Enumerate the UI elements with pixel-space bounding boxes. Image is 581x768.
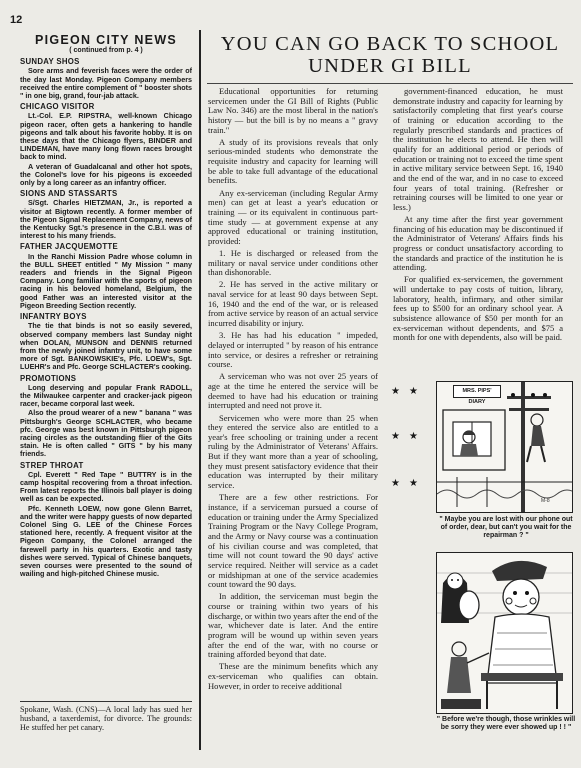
news-section-heading: FATHER JACQUEMOTTE [20,242,118,252]
news-section [20,190,192,240]
news-paragraph: Cpl. Everett " Red Tape " BUTTRY is in the camp hospital recovering from a throat infection. From latest reports the Illinois ball player is doing well as can be expected. [20,469,192,504]
star-icon: ★ [409,478,418,489]
article-paragraph: 1. He is discharged or released from the military or naval service under conditions other than dishonorable. [208,248,378,278]
star-icon: ★ [391,386,400,397]
cartoon-illustration-1 [436,381,573,513]
headline-line-2: UNDER GI BILL [308,55,472,77]
cartoon-caption-1: " Maybe you are lost with our phone out of order, dear, but can't you wait for the repairman ? " [439,516,573,539]
cartoon-illustration-2 [436,552,573,714]
news-paragraph: Sore arms and feverish faces were the order of the day last Monday. Pigeon Company members received the entire complement of " booster shots " in one big, grand, four-jab attack. [20,66,192,101]
news-paragraph: Long deserving and popular Frank RADOLL, the Milwaukee carpenter and cracker-jack pigeon racer, became corporal last week. [20,382,192,409]
article-paragraph: Servicemen who were more than 25 when they entered the service also are entitled to a year's free schooling or training under a recent ruling by the Administrator of Veterans' Affairs. But if they want more than a year of schooling, they must present satisfactory evidence that their education was interrupted by their military service. [208,412,378,491]
news-section-heading: STREP THROAT [20,460,84,470]
news-section-heading: SUNDAY SHOS [20,57,80,67]
news-section [20,103,192,187]
diary-sign: MRS. PIPS' DIARY [453,385,501,398]
news-paragraph: In the Ranchi Mission Padre whose column in the BULL SHEET entitled " My Mission " many readers and friends in the Signal Pigeon Company. Long familiar with the sports of pigeon racing in his beloved homeland, Belgium, the good Father was an interested visitor at the Pigeon Breeding Section recently. [20,251,192,310]
article-paragraph: A serviceman who was not over 25 years of age at the time he entered the service will be deemed to have had his education or training interrupted and need not prove it. [208,371,378,411]
article-column-1 [208,87,378,753]
news-section [20,462,192,579]
news-paragraph: S/Sgt. Charles HIETZMAN, Jr., is reported a visitor at Bigtown recently. A former member of the Pigeon Signal Replacement Company, news of the Kentucky Sgt.'s presence in the C.B.I. was of interest to his many friends. [20,198,192,241]
star-icon: ★ [391,478,400,489]
spokane-news-item: Spokane, Wash. (CNS)—A local lady has sued her husband, a taxerdemist, for divorce. The grounds: He stuffed her pet canary. [20,701,192,733]
headline-rule [207,83,573,84]
news-section-heading: INFANTRY BOYS [20,312,87,322]
continued-note: ( continued from p. 4 ) [69,47,143,54]
article-paragraph: Any ex-serviceman (including Regular Army men) can get at least a year's education or training — or its equivalent in continuous part-time study — at government expense at any approved educational or training institution, provided: [208,187,378,246]
article-paragraph: At any time after the first year government financing of his education may be discontinued if the Administrator of Veterans' Affairs finds his progress or conduct unsatisfactory according to the standards and practice of the institution he is attending. [393,214,563,273]
star-icon: ★ [409,386,418,397]
column-title: PIGEON CITY NEWS [34,33,178,47]
article-paragraph: These are the minimum benefits which any ex-serviceman who qualifies can obtain. However, in order to receive additional [208,661,378,691]
news-section-heading: SIONS AND STASSARTS [20,189,118,199]
news-section [20,313,192,371]
article-paragraph: In addition, the serviceman must begin the course or training within two years of his discharge, or within two years after the end of the war, whichever date is later. And the entire program will be wound up within seven years after the end of the war, with no course or training afforded beyond that date. [208,591,378,660]
news-paragraph: Pfc. Kenneth LOEW, now gone Glenn Barret, and the writer were happy guests of now departed Colonel Sing G. LEE of the Chinese Forces stationed here, recently. A frequent visitor at the Pigeon Company, the Colonel arranged the farewell party in his quarters. Exotic and tasty dishes were served. Typical of Chinese banquets, seven courses were presented to the sound of wailing and high-pitched Chinese music. [20,503,192,579]
news-paragraph: Lt.-Col. E.P. RIPSTRA, well-known Chicago pigeon racer, often gets a hankering to handle pigeons and talk about his favorite hobby. It is on these days that the Chicago flyers, BINDER and LINDEMAN, have many long flown races brought back to mind. [20,111,192,162]
news-paragraph: The tie that binds is not so easily severed, observed company members last Sunday night when DOLAN, MUNSON and DENNIS returned from the newly joined infantry unit, to have some more of Sgt. BANKOWSKIE's, Pfc. LOEW's, Sgt. LUEHR's and Pfc. George SCHLACTER's cooking. [20,321,192,372]
star-icon: ★ [391,431,400,442]
cartoon-drawing-1 [437,382,572,512]
page-number: 12 [10,14,23,26]
article-paragraph: 3. He has had his education " impeded, delayed or interrupted " by reason of his entrance into service, or desires a refresher or retraining course. [208,330,378,370]
news-section [20,375,192,459]
news-section [20,58,192,100]
article-paragraph: 2. He has served in the active military or naval service for at least 90 days between Sept. 16, 1940 and the end of the war, or is released from active service by reason of an actual service incurred disability or injury. [208,279,378,329]
headline-line-1: YOU CAN GO BACK TO SCHOOL [220,33,560,55]
news-sections [20,58,192,578]
news-paragraph: A veteran of Guadalcanal and other hot spots, the Colonel's love for his pigeons is exceeded only by a long career as an infantry officer. [20,161,192,188]
cartoon-caption-2: " Before we're though, those wrinkles will be sorry they were ever showed up ! ! " [436,716,576,731]
news-section [20,243,192,310]
pigeon-city-news-column [20,30,192,720]
article-paragraph: government-financed education, he must demonstrate industry and capacity for learning by satisfactorily completing that first year's course of training or education according to the regularly prescribed standards and practices of the institution he elects to attend. He then will qualify for an additional period or periods of education or training not to exceed the time spent in active military service between Sept. 16, 1940 and the end of the war, and in no case to exceed four years of total training. (Refresher or retraining courses will be limited to one year or less.) [393,87,563,212]
article-paragraph: Educational opportunities for returning servicemen under the GI Bill of Rights (Public Law No. 346) are the most liberal in the nation's history — but the bill is by no means a " gravy train." [208,87,378,135]
article-column-2 [393,87,563,367]
news-section-heading: PROMOTIONS [20,373,77,383]
cartoon-drawing-2 [437,553,572,713]
article-paragraph: For qualified ex-servicemen, the government will undertake to pay costs of tuition, library, laboratory, health, infirmary, and other similar fees up to $500 for an ordinary school year. A subsistence allowance of $50 per month for an ex-serviceman without dependents, and $75 a month for one with dependents, also will be paid. [393,274,563,343]
svg-text:M-8: M-8 [541,498,550,504]
article-paragraph: A study of its provisions reveals that only serious-minded students who demonstrate the requisite industry and capacity for learning will be able to take full advantage of the educational benefits. [208,136,378,186]
column-divider [199,30,201,750]
star-icon: ★ [409,431,418,442]
article-paragraph: There are a few other restrictions. For instance, if a serviceman pursued a course of education or training under the Army Specialized Training Program or the Navy College Program, and the Army or Navy course was a continuation of his civilian course and was completed, that time will not count toward the 90 days' active service required. Neither will service as a cadet or midshipman at one of the service academies count toward the 90 days. [208,492,378,590]
news-paragraph: Also the proud wearer of a new " banana " was Pittsburgh's George SCHLACTER, who became pfc. George was best known in Pittsburgh pigeon racing circles as the outstanding flier of the Gits stain. He is often called " GITS " by his many friends. [20,408,192,459]
news-section-heading: CHICAGO VISITOR [20,102,95,112]
article-headline [207,33,573,77]
